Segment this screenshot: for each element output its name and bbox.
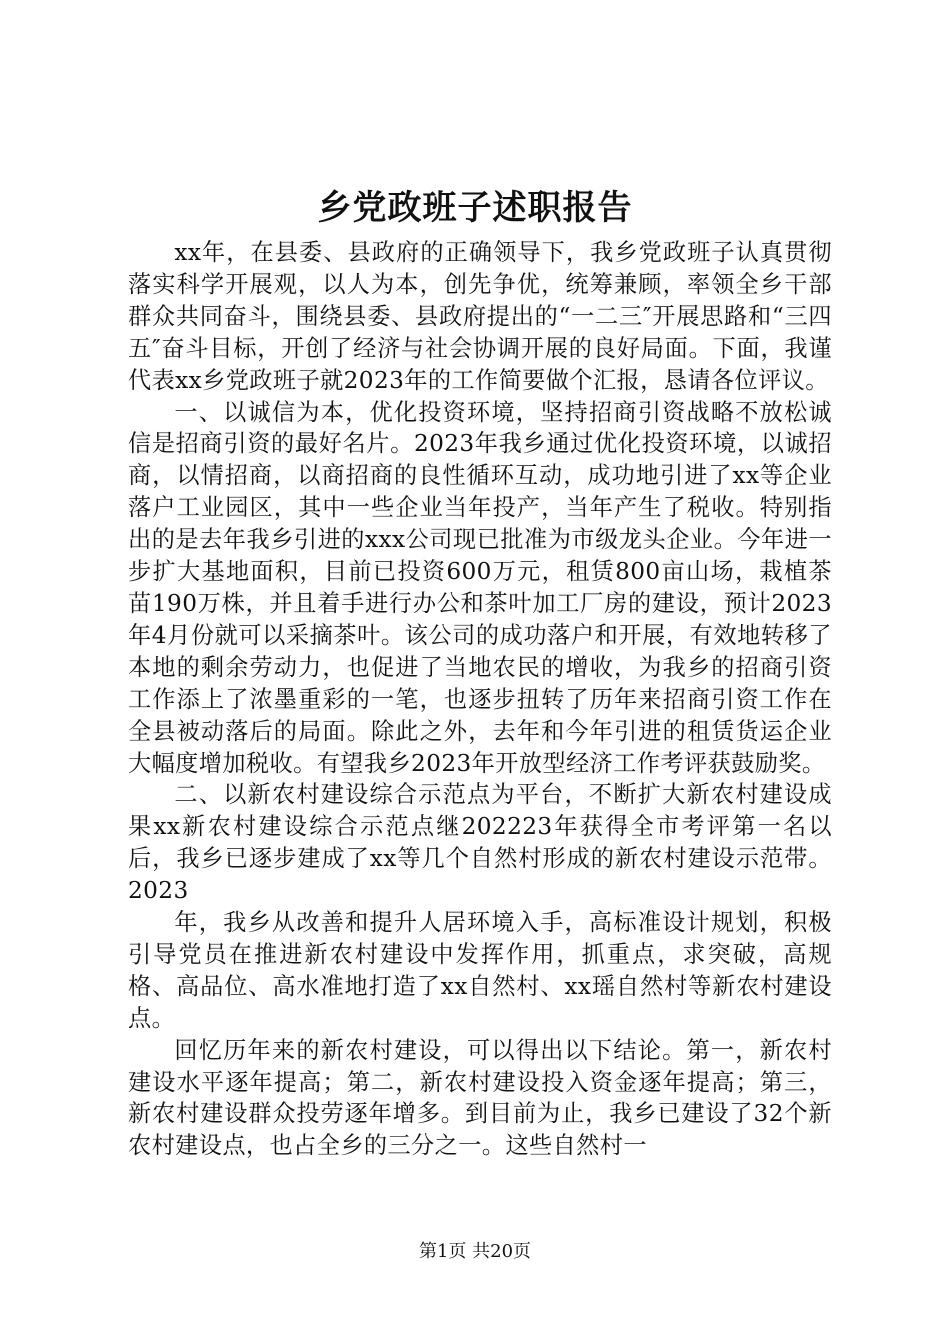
document-body	[128, 237, 832, 1162]
paragraph-new-village: 二、以新农村建设综合示范点为平台，不断扩大新农村建设成果xx新农村建设综合示范点继202223年获得全市考评第一名以后，我乡已逐步建成了xx等几个自然村形成的新农村建设示范带。2023	[128, 781, 832, 905]
page-footer: 第1页 共20页	[418, 1241, 532, 1262]
document-title: 乡党政班子述职报告	[317, 188, 633, 228]
paragraph-review: 回忆历年来的新农村建设，可以得出以下结论。第一，新农村建设水平逐年提高；第二，新农村建设投入资金逐年提高；第三，新农村建设群众投劳逐年增多。到目前为止，我乡已建设了32个新农村建设点，也占全乡的三分之一。这些自然村一	[128, 1036, 832, 1160]
paragraph-new-village-continued: 年，我乡从改善和提升人居环境入手，高标准设计规划，积极引导党员在推进新农村建设中发挥作用，抓重点，求突破，高规格、高品位、高水准地打造了xx自然村、xx瑶自然村等新农村建设点。	[128, 909, 832, 1032]
paragraph-investment: 一、以诚信为本，优化投资环境，坚持招商引资战略不放松诚信是招商引资的最好名片。2023年我乡通过优化投资环境，以诚招商，以情招商，以商招商的良性循环互动，成功地引进了xx等企业落户工业园区，其中一些企业当年投产，当年产生了税收。特别指出的是去年我乡引进的xxx公司现已批准为市级龙头企业。今年进一步扩大基地面积，目前已投资600万元，租赁800亩山场，栽植茶苗190万株，并且着手进行办公和茶叶加工厂房的建设，预计2023年4月份就可以采摘茶叶。该公司的成功落户和开展，有效地转移了本地的剩余劳动力，也促进了当地农民的增收，为我乡的招商引资工作添上了浓墨重彩的一笔，也逐步扭转了历年来招商引资工作在全县被动落后的局面。除此之外，去年和今年引进的租赁货运企业大幅度增加税收。有望我乡2023年开放型经济工作考评获鼓励奖。	[128, 398, 832, 777]
paragraph-intro: xx年，在县委、县政府的正确领导下，我乡党政班子认真贯彻落实科学开展观，以人为本，创先争优，统筹兼顾，率领全乡干部群众共同奋斗，围绕县委、县政府提出的“一二三″开展思路和“三四五″奋斗目标，开创了经济与社会协调开展的良好局面。下面，我谨代表xx乡党政班子就2023年的工作简要做个汇报，恳请各位评议。	[128, 239, 832, 394]
